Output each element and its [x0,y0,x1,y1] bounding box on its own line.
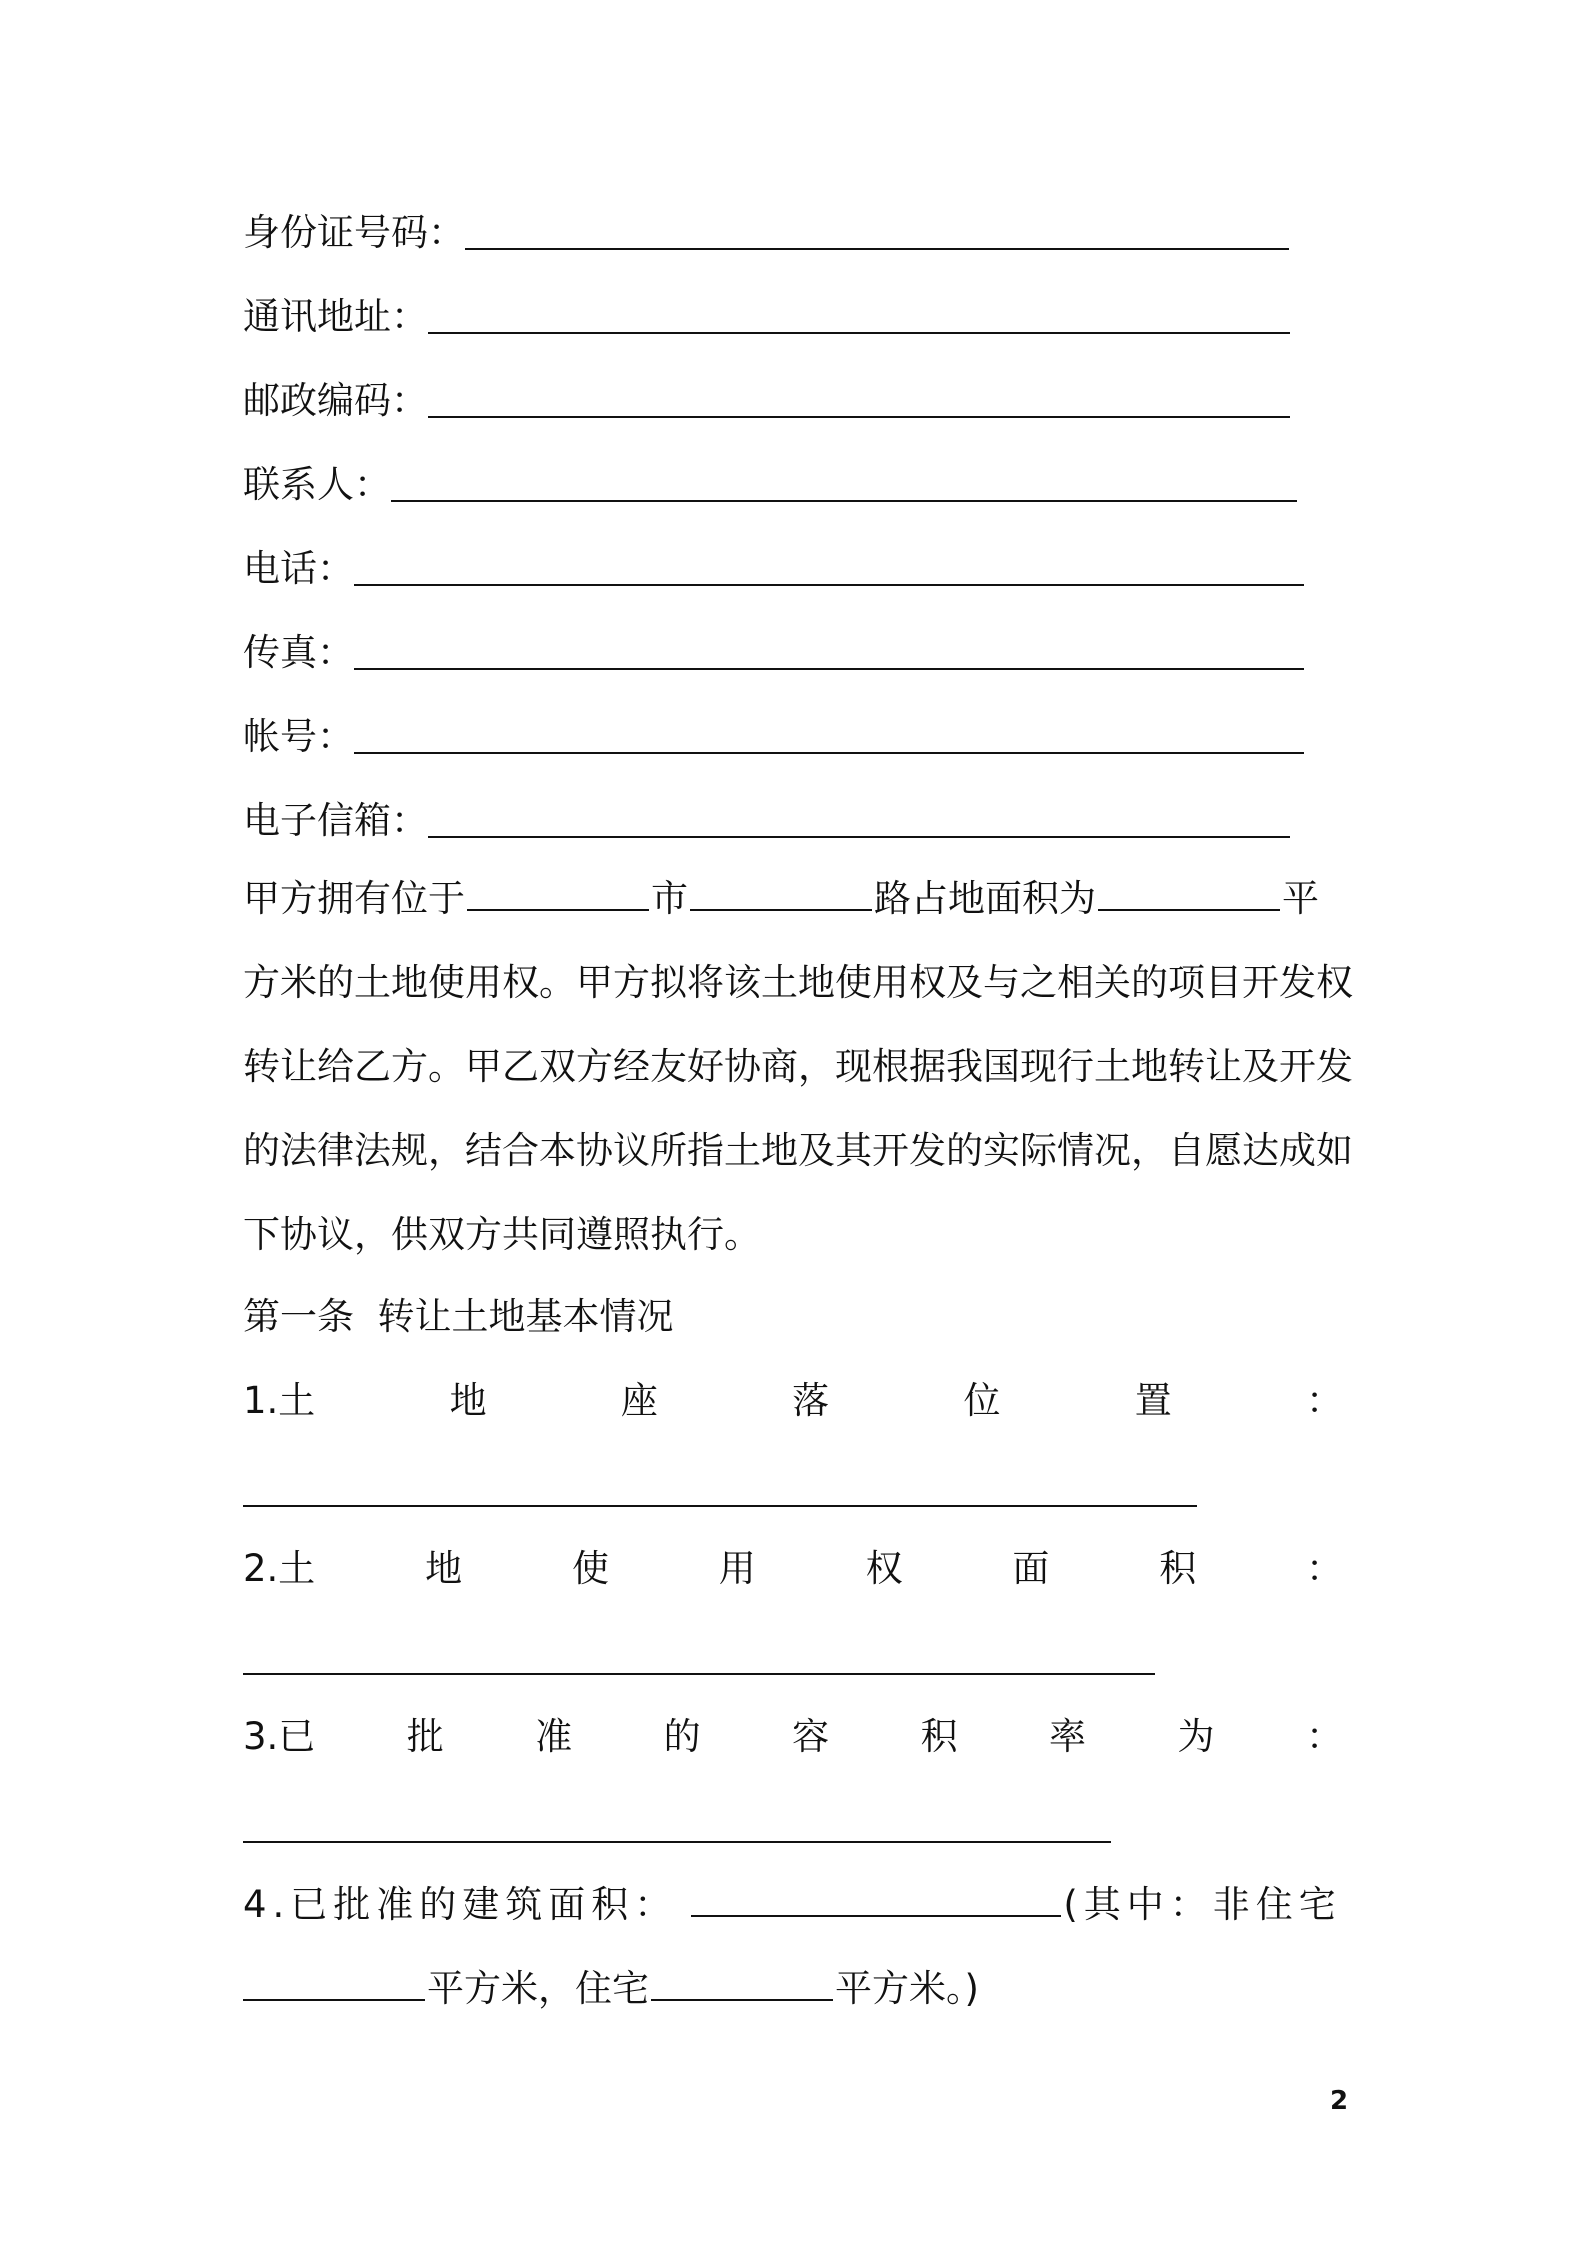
char: 地 [449,1379,487,1422]
field-phone [243,544,1304,594]
char: 批 [406,1715,444,1758]
char: 的 [663,1715,701,1758]
field-label: 电子信箱： [243,799,428,842]
intro-text: 平 [1282,877,1319,920]
item-3-label [243,1712,1343,1762]
fill-blank[interactable] [354,748,1304,754]
intro-line-3: 转让给乙方。甲乙双方经友好协商，现根据我国现行土地转让及开发 [243,1045,1353,1088]
char: 使 [571,1547,609,1590]
intro-text: 市 [651,877,688,920]
char: 3.已 [243,1715,316,1758]
char: 权 [865,1547,903,1590]
fill-blank[interactable] [465,244,1289,250]
intro-line-2: 方米的土地使用权。甲方拟将该土地使用权及与之相关的项目开发权 [243,961,1353,1004]
field-label: 帐号： [243,715,354,758]
field-id-number [243,208,1289,258]
fill-blank[interactable] [391,496,1297,502]
intro-text: 甲方拥有位于 [243,877,465,920]
fill-blank[interactable] [428,328,1290,334]
item-4-label: 4.已批准的建筑面积： [243,1883,678,1926]
item-3-blank[interactable] [243,1841,1111,1843]
item-1-label [243,1376,1343,1426]
item-2-blank[interactable] [243,1673,1155,1675]
fill-blank-city[interactable] [467,875,649,911]
fill-blank[interactable] [354,664,1304,670]
intro-text: 路占地面积为 [874,877,1096,920]
field-label: 通讯地址： [243,295,428,338]
char: 积 [920,1715,958,1758]
char: 1.土 [243,1379,316,1422]
fill-blank[interactable] [428,832,1290,838]
item-1-blank[interactable] [243,1505,1197,1507]
page-number: 2 [1330,2086,1349,2116]
field-label: 邮政编码： [243,379,428,422]
char: 地 [425,1547,463,1590]
field-contact [243,460,1297,510]
char: 落 [792,1379,830,1422]
char: ： [1306,1379,1343,1422]
article-heading: 第一条 转让土地基本情况 [243,1295,674,1338]
field-label: 联系人： [243,463,391,506]
field-account [243,712,1304,762]
field-fax [243,628,1304,678]
fill-blank-residential[interactable] [651,1965,833,2001]
fill-blank-area[interactable] [1098,875,1280,911]
field-email [243,796,1290,846]
fill-blank-nonresidential[interactable] [243,1965,425,2001]
fill-blank[interactable] [428,412,1290,418]
field-label: 身份证号码： [243,211,465,254]
char: 积 [1159,1547,1197,1590]
char: 置 [1134,1379,1172,1422]
char: 率 [1049,1715,1087,1758]
item-2-label [243,1544,1343,1594]
fill-blank-building-area[interactable] [691,1881,1061,1917]
char: 准 [535,1715,573,1758]
char: ： [1306,1547,1343,1590]
char: 2.土 [243,1547,316,1590]
item-4-paren: (其中：非住宅 [1063,1883,1342,1926]
char: ： [1305,1715,1343,1758]
item-4-text: 平方米，住宅 [427,1967,649,2010]
intro-line-4: 的法律法规，结合本协议所指土地及其开发的实际情况，自愿达成如 [243,1129,1353,1172]
field-label: 电话： [243,547,354,590]
field-postcode [243,376,1290,426]
intro-line-5: 下协议，供双方共同遵照执行。 [243,1213,761,1256]
char: 容 [792,1715,830,1758]
fill-blank[interactable] [354,580,1304,586]
char: 座 [620,1379,658,1422]
char: 位 [963,1379,1001,1422]
item-4-line-2 [243,1964,1363,2014]
item-4-line-1 [243,1880,1363,1930]
field-label: 传真： [243,631,354,674]
item-4-text: 平方米。) [835,1967,979,2010]
intro-line-1 [243,874,1363,924]
field-address [243,292,1290,342]
char: 用 [718,1547,756,1590]
char: 面 [1012,1547,1050,1590]
char: 为 [1177,1715,1215,1758]
fill-blank-road[interactable] [690,875,872,911]
